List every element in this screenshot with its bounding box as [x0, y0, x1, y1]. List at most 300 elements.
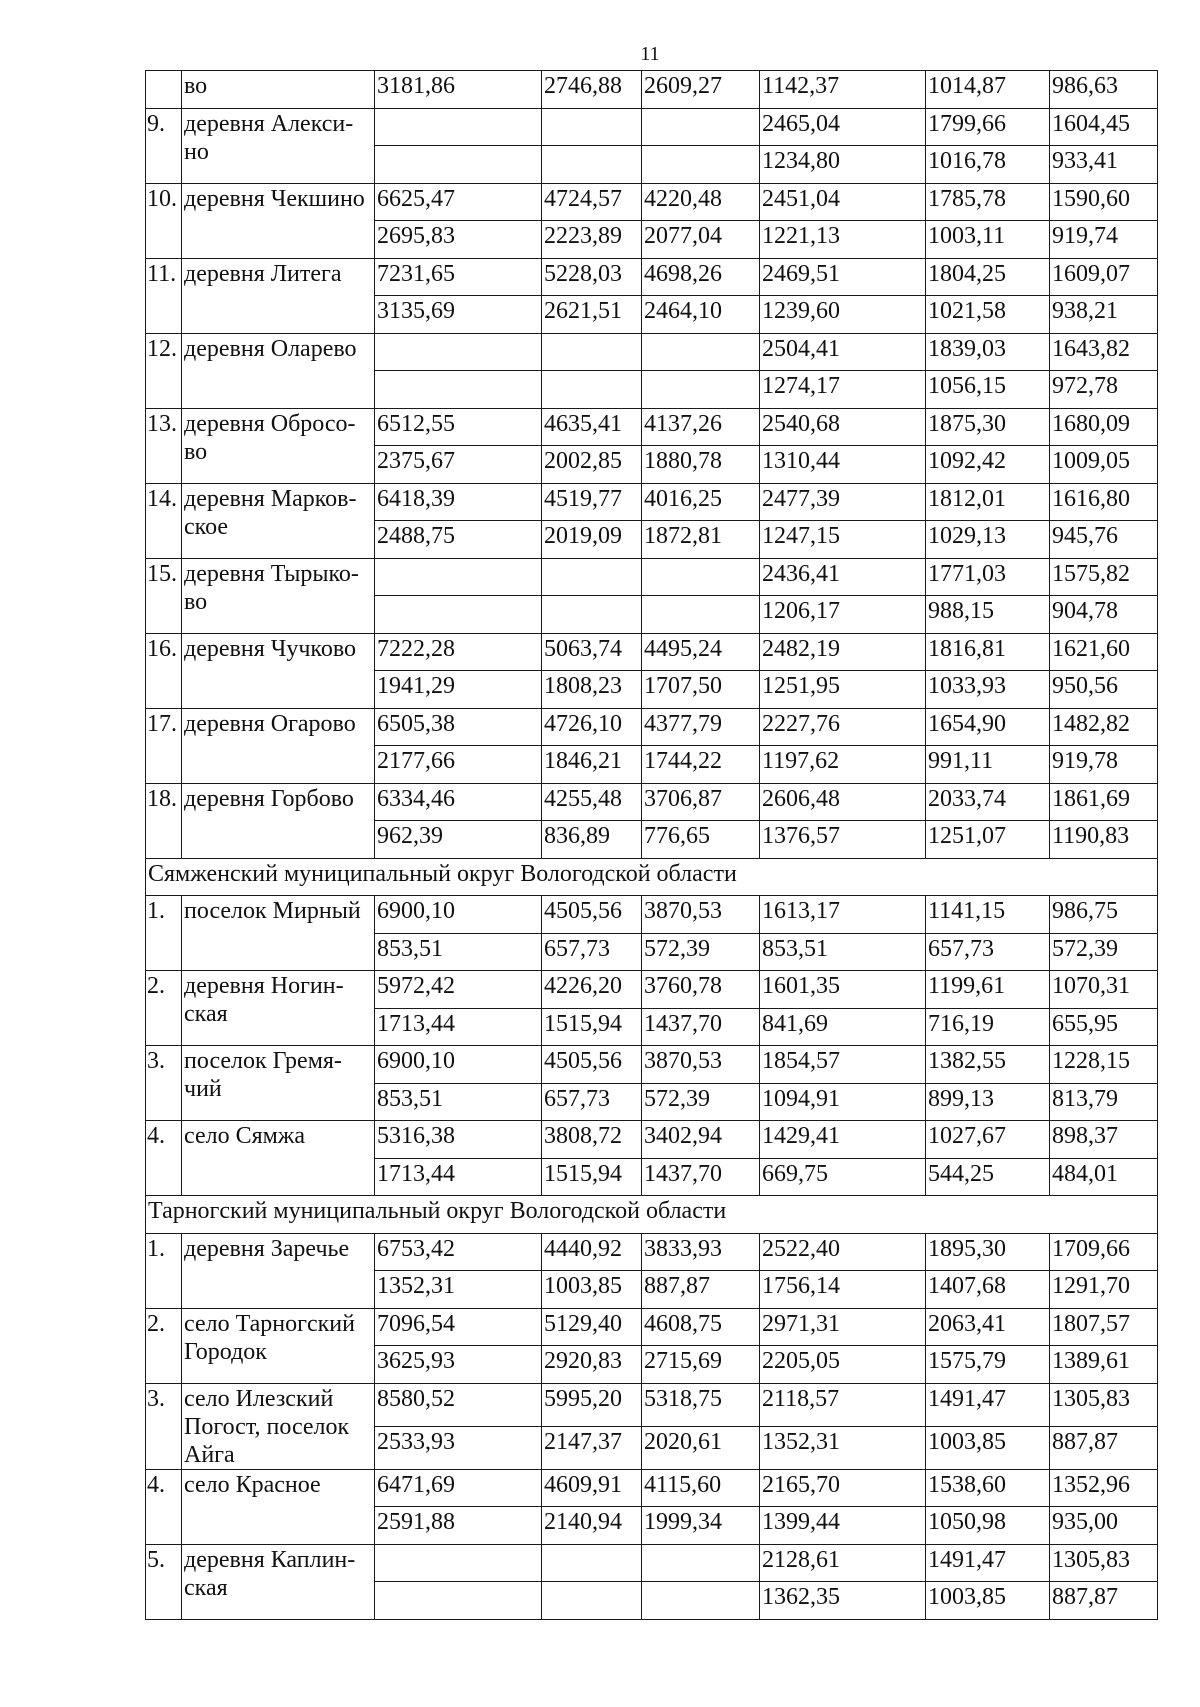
- table-row: [146, 558, 1158, 596]
- row-number: 16.: [146, 633, 182, 708]
- value-cell: 3181,86: [375, 71, 542, 109]
- value-cell: 2971,31: [760, 1308, 926, 1346]
- value-cell: 991,11: [926, 746, 1050, 784]
- value-cell: 484,01: [1050, 1158, 1158, 1196]
- value-cell: 887,87: [1050, 1582, 1158, 1620]
- value-cell: 7231,65: [375, 258, 542, 296]
- value-cell: 950,56: [1050, 671, 1158, 709]
- value-cell: [375, 371, 542, 409]
- table-row: [146, 408, 1158, 446]
- value-cell: 1590,60: [1050, 183, 1158, 221]
- value-cell: 1643,82: [1050, 333, 1158, 371]
- table-row: [146, 71, 1158, 109]
- table-row: [146, 783, 1158, 821]
- value-cell: 1251,95: [760, 671, 926, 709]
- value-cell: 4440,92: [542, 1233, 642, 1271]
- value-cell: 887,87: [1050, 1426, 1158, 1469]
- value-cell: [375, 108, 542, 146]
- value-cell: 1538,60: [926, 1469, 1050, 1507]
- value-cell: 1609,07: [1050, 258, 1158, 296]
- value-cell: 4505,56: [542, 896, 642, 934]
- value-cell: 2227,76: [760, 708, 926, 746]
- value-cell: 919,74: [1050, 221, 1158, 259]
- value-cell: 1305,83: [1050, 1544, 1158, 1582]
- value-cell: 1756,14: [760, 1271, 926, 1309]
- value-cell: 4519,77: [542, 483, 642, 521]
- row-number: [146, 71, 182, 109]
- value-cell: 1029,13: [926, 521, 1050, 559]
- value-cell: 5129,40: [542, 1308, 642, 1346]
- value-cell: 1234,80: [760, 146, 926, 184]
- value-cell: 853,51: [375, 933, 542, 971]
- table-row: [146, 108, 1158, 146]
- value-cell: 1680,09: [1050, 408, 1158, 446]
- value-cell: 1056,15: [926, 371, 1050, 409]
- table-row: [146, 258, 1158, 296]
- value-cell: 986,75: [1050, 896, 1158, 934]
- value-cell: 1804,25: [926, 258, 1050, 296]
- value-cell: 5318,75: [642, 1383, 760, 1426]
- value-cell: 5995,20: [542, 1383, 642, 1426]
- value-cell: 657,73: [926, 933, 1050, 971]
- table-row: [146, 1469, 1158, 1507]
- value-cell: 1437,70: [642, 1008, 760, 1046]
- value-cell: 1491,47: [926, 1544, 1050, 1582]
- settlement-name: деревня Литега: [182, 258, 375, 333]
- value-cell: [542, 146, 642, 184]
- value-cell: [375, 1544, 542, 1582]
- value-cell: 1799,66: [926, 108, 1050, 146]
- value-cell: 1854,57: [760, 1046, 926, 1084]
- value-cell: 1352,31: [375, 1271, 542, 1309]
- row-number: 1.: [146, 896, 182, 971]
- value-cell: 4609,91: [542, 1469, 642, 1507]
- value-cell: 1515,94: [542, 1008, 642, 1046]
- value-cell: 5063,74: [542, 633, 642, 671]
- value-cell: 1482,82: [1050, 708, 1158, 746]
- tariff-table: [145, 70, 1158, 1620]
- value-cell: [642, 146, 760, 184]
- value-cell: 1003,85: [926, 1426, 1050, 1469]
- value-cell: 2606,48: [760, 783, 926, 821]
- value-cell: 4226,20: [542, 971, 642, 1009]
- value-cell: 4698,26: [642, 258, 760, 296]
- row-number: 10.: [146, 183, 182, 258]
- value-cell: [642, 1582, 760, 1620]
- value-cell: 1228,15: [1050, 1046, 1158, 1084]
- value-cell: 5972,42: [375, 971, 542, 1009]
- value-cell: 1713,44: [375, 1158, 542, 1196]
- value-cell: 3135,69: [375, 296, 542, 334]
- value-cell: 1875,30: [926, 408, 1050, 446]
- value-cell: 5228,03: [542, 258, 642, 296]
- settlement-name: деревня Алекси-но: [182, 108, 375, 183]
- settlement-name: деревня Обросо-во: [182, 408, 375, 483]
- settlement-name: село Сямжа: [182, 1121, 375, 1196]
- value-cell: 2177,66: [375, 746, 542, 784]
- value-cell: 1613,17: [760, 896, 926, 934]
- value-cell: 1846,21: [542, 746, 642, 784]
- value-cell: 2205,05: [760, 1346, 926, 1384]
- row-number: 2.: [146, 971, 182, 1046]
- value-cell: [542, 596, 642, 634]
- value-cell: 1575,79: [926, 1346, 1050, 1384]
- value-cell: 1206,17: [760, 596, 926, 634]
- settlement-name: поселок Гремя-чий: [182, 1046, 375, 1121]
- row-number: 4.: [146, 1121, 182, 1196]
- value-cell: 669,75: [760, 1158, 926, 1196]
- value-cell: 2488,75: [375, 521, 542, 559]
- value-cell: 2451,04: [760, 183, 926, 221]
- settlement-name: село Илезский Погост, поселок Айга: [182, 1383, 375, 1469]
- value-cell: 1816,81: [926, 633, 1050, 671]
- value-cell: 1575,82: [1050, 558, 1158, 596]
- value-cell: 1310,44: [760, 446, 926, 484]
- value-cell: 2436,41: [760, 558, 926, 596]
- table-row: [146, 896, 1158, 934]
- value-cell: 1839,03: [926, 333, 1050, 371]
- value-cell: 2695,83: [375, 221, 542, 259]
- value-cell: 1009,05: [1050, 446, 1158, 484]
- table-row: [146, 1308, 1158, 1346]
- value-cell: 3760,78: [642, 971, 760, 1009]
- value-cell: 1190,83: [1050, 821, 1158, 859]
- value-cell: 1601,35: [760, 971, 926, 1009]
- table-row: [146, 633, 1158, 671]
- value-cell: [542, 1582, 642, 1620]
- value-cell: 2118,57: [760, 1383, 926, 1426]
- row-number: 11.: [146, 258, 182, 333]
- row-number: 17.: [146, 708, 182, 783]
- settlement-name: село Тарногский Городок: [182, 1308, 375, 1383]
- table-row: [146, 483, 1158, 521]
- row-number: 3.: [146, 1383, 182, 1469]
- value-cell: 2019,09: [542, 521, 642, 559]
- value-cell: 2591,88: [375, 1507, 542, 1545]
- value-cell: 1382,55: [926, 1046, 1050, 1084]
- value-cell: 2165,70: [760, 1469, 926, 1507]
- table-row: [146, 1121, 1158, 1159]
- value-cell: 904,78: [1050, 596, 1158, 634]
- settlement-name: деревня Марков-ское: [182, 483, 375, 558]
- value-cell: 1491,47: [926, 1383, 1050, 1426]
- value-cell: 4220,48: [642, 183, 760, 221]
- value-cell: 1142,37: [760, 71, 926, 109]
- value-cell: 7222,28: [375, 633, 542, 671]
- value-cell: 2375,67: [375, 446, 542, 484]
- value-cell: [542, 371, 642, 409]
- value-cell: 2621,51: [542, 296, 642, 334]
- value-cell: 1247,15: [760, 521, 926, 559]
- value-cell: 935,00: [1050, 1507, 1158, 1545]
- section-row: [146, 1196, 1158, 1234]
- value-cell: 572,39: [1050, 933, 1158, 971]
- settlement-name: деревня Тырыко-во: [182, 558, 375, 633]
- settlement-name: деревня Ногин-ская: [182, 971, 375, 1046]
- value-cell: 3833,93: [642, 1233, 760, 1271]
- value-cell: 1274,17: [760, 371, 926, 409]
- value-cell: 1092,42: [926, 446, 1050, 484]
- value-cell: 2077,04: [642, 221, 760, 259]
- value-cell: 1352,31: [760, 1426, 926, 1469]
- table-row: [146, 333, 1158, 371]
- value-cell: 4635,41: [542, 408, 642, 446]
- settlement-name: во: [182, 71, 375, 109]
- value-cell: 1362,35: [760, 1582, 926, 1620]
- value-cell: 1033,93: [926, 671, 1050, 709]
- value-cell: 1050,98: [926, 1507, 1050, 1545]
- value-cell: 1999,34: [642, 1507, 760, 1545]
- value-cell: 1621,60: [1050, 633, 1158, 671]
- value-cell: 4377,79: [642, 708, 760, 746]
- value-cell: 1407,68: [926, 1271, 1050, 1309]
- value-cell: 6625,47: [375, 183, 542, 221]
- value-cell: 4505,56: [542, 1046, 642, 1084]
- value-cell: 1654,90: [926, 708, 1050, 746]
- value-cell: [642, 596, 760, 634]
- value-cell: 1709,66: [1050, 1233, 1158, 1271]
- row-number: 5.: [146, 1544, 182, 1619]
- row-number: 9.: [146, 108, 182, 183]
- value-cell: 2128,61: [760, 1544, 926, 1582]
- value-cell: 2477,39: [760, 483, 926, 521]
- value-cell: [642, 558, 760, 596]
- value-cell: 4724,57: [542, 183, 642, 221]
- value-cell: 2147,37: [542, 1426, 642, 1469]
- value-cell: 887,87: [642, 1271, 760, 1309]
- value-cell: 657,73: [542, 933, 642, 971]
- value-cell: 2465,04: [760, 108, 926, 146]
- settlement-name: деревня Оларево: [182, 333, 375, 408]
- value-cell: [375, 333, 542, 371]
- value-cell: 1305,83: [1050, 1383, 1158, 1426]
- value-cell: 933,41: [1050, 146, 1158, 184]
- value-cell: 1141,15: [926, 896, 1050, 934]
- value-cell: 8580,52: [375, 1383, 542, 1426]
- settlement-name: поселок Мирный: [182, 896, 375, 971]
- value-cell: 2002,85: [542, 446, 642, 484]
- value-cell: 6505,38: [375, 708, 542, 746]
- value-cell: 2464,10: [642, 296, 760, 334]
- table-body: [146, 71, 1158, 1620]
- value-cell: 2482,19: [760, 633, 926, 671]
- value-cell: 2223,89: [542, 221, 642, 259]
- value-cell: 1251,07: [926, 821, 1050, 859]
- value-cell: 544,25: [926, 1158, 1050, 1196]
- value-cell: 841,69: [760, 1008, 926, 1046]
- table-row: [146, 1544, 1158, 1582]
- value-cell: 3870,53: [642, 1046, 760, 1084]
- value-cell: 3402,94: [642, 1121, 760, 1159]
- value-cell: 1713,44: [375, 1008, 542, 1046]
- value-cell: 1376,57: [760, 821, 926, 859]
- table-row: [146, 1233, 1158, 1271]
- value-cell: 6512,55: [375, 408, 542, 446]
- settlement-name: деревня Каплин-ская: [182, 1544, 375, 1619]
- value-cell: 853,51: [760, 933, 926, 971]
- value-cell: 1197,62: [760, 746, 926, 784]
- value-cell: 1807,57: [1050, 1308, 1158, 1346]
- value-cell: [542, 1544, 642, 1582]
- table-row: [146, 183, 1158, 221]
- value-cell: [375, 1582, 542, 1620]
- row-number: 13.: [146, 408, 182, 483]
- value-cell: 1707,50: [642, 671, 760, 709]
- value-cell: 6753,42: [375, 1233, 542, 1271]
- value-cell: 1014,87: [926, 71, 1050, 109]
- value-cell: 2920,83: [542, 1346, 642, 1384]
- value-cell: 2746,88: [542, 71, 642, 109]
- settlement-name: деревня Заречье: [182, 1233, 375, 1308]
- row-number: 12.: [146, 333, 182, 408]
- value-cell: 1094,91: [760, 1083, 926, 1121]
- row-number: 15.: [146, 558, 182, 633]
- value-cell: 1895,30: [926, 1233, 1050, 1271]
- value-cell: 655,95: [1050, 1008, 1158, 1046]
- value-cell: 1616,80: [1050, 483, 1158, 521]
- value-cell: 2522,40: [760, 1233, 926, 1271]
- value-cell: 2063,41: [926, 1308, 1050, 1346]
- value-cell: 1003,85: [542, 1271, 642, 1309]
- value-cell: 3706,87: [642, 783, 760, 821]
- value-cell: 2609,27: [642, 71, 760, 109]
- value-cell: 5316,38: [375, 1121, 542, 1159]
- value-cell: [642, 371, 760, 409]
- value-cell: 853,51: [375, 1083, 542, 1121]
- value-cell: [642, 108, 760, 146]
- value-cell: 2140,94: [542, 1507, 642, 1545]
- value-cell: 898,37: [1050, 1121, 1158, 1159]
- value-cell: 1880,78: [642, 446, 760, 484]
- value-cell: 572,39: [642, 933, 760, 971]
- settlement-name: деревня Чекшино: [182, 183, 375, 258]
- page-number: 11: [640, 43, 660, 65]
- row-number: 3.: [146, 1046, 182, 1121]
- value-cell: 1239,60: [760, 296, 926, 334]
- row-number: 1.: [146, 1233, 182, 1308]
- table-row: [146, 971, 1158, 1009]
- value-cell: 899,13: [926, 1083, 1050, 1121]
- value-cell: 1872,81: [642, 521, 760, 559]
- value-cell: 2033,74: [926, 783, 1050, 821]
- value-cell: [375, 558, 542, 596]
- settlement-name: село Красное: [182, 1469, 375, 1544]
- value-cell: 4726,10: [542, 708, 642, 746]
- value-cell: 2533,93: [375, 1426, 542, 1469]
- value-cell: 4115,60: [642, 1469, 760, 1507]
- value-cell: 6418,39: [375, 483, 542, 521]
- value-cell: [375, 596, 542, 634]
- value-cell: 1291,70: [1050, 1271, 1158, 1309]
- value-cell: 1808,23: [542, 671, 642, 709]
- value-cell: 1027,67: [926, 1121, 1050, 1159]
- value-cell: [542, 333, 642, 371]
- value-cell: 972,78: [1050, 371, 1158, 409]
- value-cell: 836,89: [542, 821, 642, 859]
- value-cell: 1604,45: [1050, 108, 1158, 146]
- table-row: [146, 708, 1158, 746]
- value-cell: 1016,78: [926, 146, 1050, 184]
- section-title: Сямженский муниципальный округ Вологодской области: [146, 858, 1158, 896]
- value-cell: 572,39: [642, 1083, 760, 1121]
- value-cell: 1812,01: [926, 483, 1050, 521]
- section-title: Тарногский муниципальный округ Вологодской области: [146, 1196, 1158, 1234]
- value-cell: 7096,54: [375, 1308, 542, 1346]
- value-cell: 1352,96: [1050, 1469, 1158, 1507]
- value-cell: 657,73: [542, 1083, 642, 1121]
- value-cell: 4255,48: [542, 783, 642, 821]
- value-cell: 1771,03: [926, 558, 1050, 596]
- value-cell: 2715,69: [642, 1346, 760, 1384]
- value-cell: 1199,61: [926, 971, 1050, 1009]
- value-cell: 776,65: [642, 821, 760, 859]
- row-number: 4.: [146, 1469, 182, 1544]
- value-cell: [642, 333, 760, 371]
- settlement-name: деревня Горбово: [182, 783, 375, 858]
- value-cell: 6471,69: [375, 1469, 542, 1507]
- value-cell: 1003,85: [926, 1582, 1050, 1620]
- row-number: 18.: [146, 783, 182, 858]
- settlement-name: деревня Огарово: [182, 708, 375, 783]
- value-cell: 962,39: [375, 821, 542, 859]
- value-cell: 945,76: [1050, 521, 1158, 559]
- settlement-name: деревня Чучково: [182, 633, 375, 708]
- value-cell: 716,19: [926, 1008, 1050, 1046]
- value-cell: 1070,31: [1050, 971, 1158, 1009]
- value-cell: 2504,41: [760, 333, 926, 371]
- value-cell: 6334,46: [375, 783, 542, 821]
- value-cell: 6900,10: [375, 896, 542, 934]
- value-cell: 1515,94: [542, 1158, 642, 1196]
- value-cell: 3625,93: [375, 1346, 542, 1384]
- value-cell: 6900,10: [375, 1046, 542, 1084]
- value-cell: 1785,78: [926, 183, 1050, 221]
- value-cell: 938,21: [1050, 296, 1158, 334]
- value-cell: 1389,61: [1050, 1346, 1158, 1384]
- row-number: 14.: [146, 483, 182, 558]
- value-cell: 3808,72: [542, 1121, 642, 1159]
- value-cell: 2469,51: [760, 258, 926, 296]
- value-cell: 813,79: [1050, 1083, 1158, 1121]
- value-cell: 1437,70: [642, 1158, 760, 1196]
- value-cell: [375, 146, 542, 184]
- value-cell: 1861,69: [1050, 783, 1158, 821]
- value-cell: 1429,41: [760, 1121, 926, 1159]
- value-cell: 4137,26: [642, 408, 760, 446]
- value-cell: 4608,75: [642, 1308, 760, 1346]
- value-cell: 1744,22: [642, 746, 760, 784]
- value-cell: 4016,25: [642, 483, 760, 521]
- value-cell: 1399,44: [760, 1507, 926, 1545]
- section-row: [146, 858, 1158, 896]
- value-cell: [542, 108, 642, 146]
- value-cell: 4495,24: [642, 633, 760, 671]
- value-cell: 2540,68: [760, 408, 926, 446]
- value-cell: 919,78: [1050, 746, 1158, 784]
- value-cell: 2020,61: [642, 1426, 760, 1469]
- value-cell: 988,15: [926, 596, 1050, 634]
- value-cell: 1221,13: [760, 221, 926, 259]
- value-cell: 3870,53: [642, 896, 760, 934]
- value-cell: [642, 1544, 760, 1582]
- table-row: [146, 1046, 1158, 1084]
- value-cell: 1021,58: [926, 296, 1050, 334]
- row-number: 2.: [146, 1308, 182, 1383]
- value-cell: 1003,11: [926, 221, 1050, 259]
- value-cell: 986,63: [1050, 71, 1158, 109]
- value-cell: [542, 558, 642, 596]
- table-row: [146, 1383, 1158, 1426]
